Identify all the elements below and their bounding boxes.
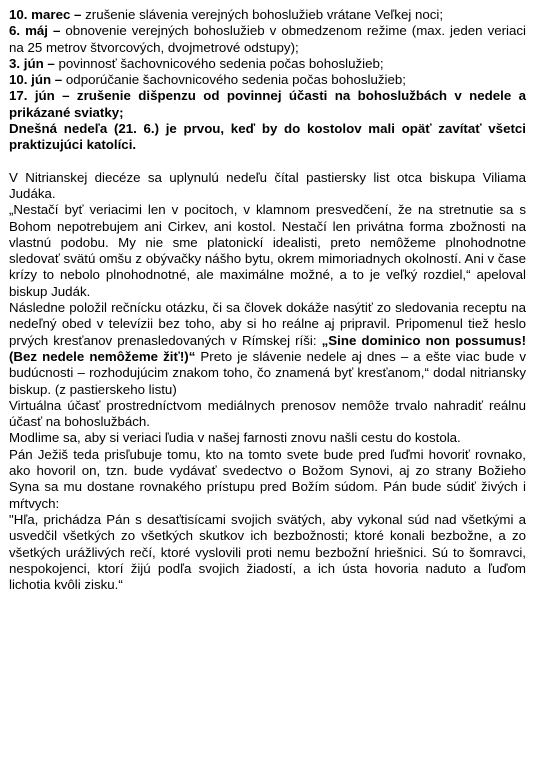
- paragraph-scripture: "Hľa, prichádza Pán s desaťtisícami svojich svätých, aby vykonal súd nad všetkými a usvedčil všetkých zo všetkých skutkov ich bezbožnosti; ktoré konali bezbožne, a zo všetkých urážlivých rečí, ktoré vyslovili proti nemu bezbožní hriešnici. Sú to šomravci, nespokojenci, ktorí žijú podľa svojich žiadostí, a ich ústa hovoria naduto a ľuďom lichotia kvôli zisku.“: [9, 511, 526, 593]
- timeline-date: 10. jún –: [9, 72, 63, 88]
- paragraph-quote: „Nestačí byť veriacimi len v pocitoch, v klamnom presvedčení, že na stretnutie sa s Bohom nepotrebujem ani Cirkev, ani kostol. Nestačí len privátna forma zbožnosti na vlastnú podobu. My nie sme platonickí idealisti, preto nemôžeme plnohodnotne sledovať svätú omšu z obývačky nášho bytu, okrem mimoriadnych okolností. Ani v čase krízy to nebolo plnohodnotné, ale maximálne možné, a to je veľký rozdiel,“ apeloval biskup Judák.: [9, 202, 526, 299]
- timeline-item-may: [9, 23, 526, 56]
- timeline-date: 17. jún – zrušenie dišpenzu od povinnej účasti na bohoslužbách v nedele a prikázané sviatky;: [9, 88, 526, 120]
- paragraph-prayer: Modlime sa, aby si veriaci ľudia v našej farnosti znovu našli cestu do kostola.: [9, 430, 461, 446]
- timeline-item-june10: [9, 72, 526, 88]
- paragraph-text: Následne položil rečnícku otázku, či sa človek dokáže nasýtiť zo sledovania receptu na nedeľný obed v televízii bez toho, aby si ho reálne aj pripravil. Pripomenul tiež heslo prvých kresťanov prenasledovaných v Rímskej ríši:: [9, 300, 526, 348]
- timeline-text: obnovenie verejných bohoslužieb v obmedzenom režime (max. jeden veriaci na 25 metrov štvorcových, dvojmetrové odstupy);: [9, 23, 526, 55]
- timeline-item-march: [9, 7, 526, 23]
- timeline-date: Dnešná nedeľa (21. 6.) je prvou, keď by do kostolov mali opäť zavítať všetci praktizujúci katolíci.: [9, 121, 526, 153]
- paragraph-question: [9, 300, 526, 398]
- timeline-item-june3: [9, 56, 526, 72]
- timeline-date: 10. marec –: [9, 7, 82, 22]
- timeline-item-today: [9, 121, 526, 154]
- timeline-item-june17: [9, 88, 526, 121]
- timeline-date: 3. jún –: [9, 55, 55, 71]
- paragraph-intro: V Nitrianskej diecéze sa uplynulú nedeľu čítal pastiersky list otca biskupa Viliama Judáka.: [9, 169, 526, 201]
- timeline-text: povinnosť šachovnicového sedenia počas bohoslužieb;: [54, 55, 384, 71]
- paragraph-jesus: Pán Ježiš teda prisľubuje tomu, kto na tomto svete bude pred ľuďmi hovoriť rovnako, ako hovoril on, tzn. bude vydávať svedectvo o Božom Synovi, aj zo strany Božieho Syna sa mu dostane rovnakého prístupu pred Božím súdom. Pán bude súdiť živých i mŕtvych:: [9, 446, 526, 511]
- timeline-text: zrušenie slávenia verejných bohoslužieb vrátane Veľkej noci;: [81, 7, 444, 22]
- timeline-text: odporúčanie šachovnicového sedenia počas bohoslužieb;: [62, 72, 406, 88]
- paragraph-gap: [9, 154, 526, 170]
- document-page: [9, 7, 526, 593]
- paragraph-text: Preto je slávenie nedele aj dnes – a ešte viac bude v budúcnosti – rozhodujúcim znakom toho, čo znamená byť kresťanom,“ dodal nitriansky biskup. (z pastierskeho listu): [9, 348, 526, 397]
- timeline-date: 6. máj –: [9, 23, 61, 39]
- paragraph-virtual: Virtuálna účasť prostredníctvom mediálnych prenosov nemôže trvalo nahradiť reálnu účasť na bohoslužbách.: [9, 397, 526, 430]
- latin-motto: „Sine dominico non possumus! (Bez nedele nemôžeme žiť!)“: [9, 332, 526, 364]
